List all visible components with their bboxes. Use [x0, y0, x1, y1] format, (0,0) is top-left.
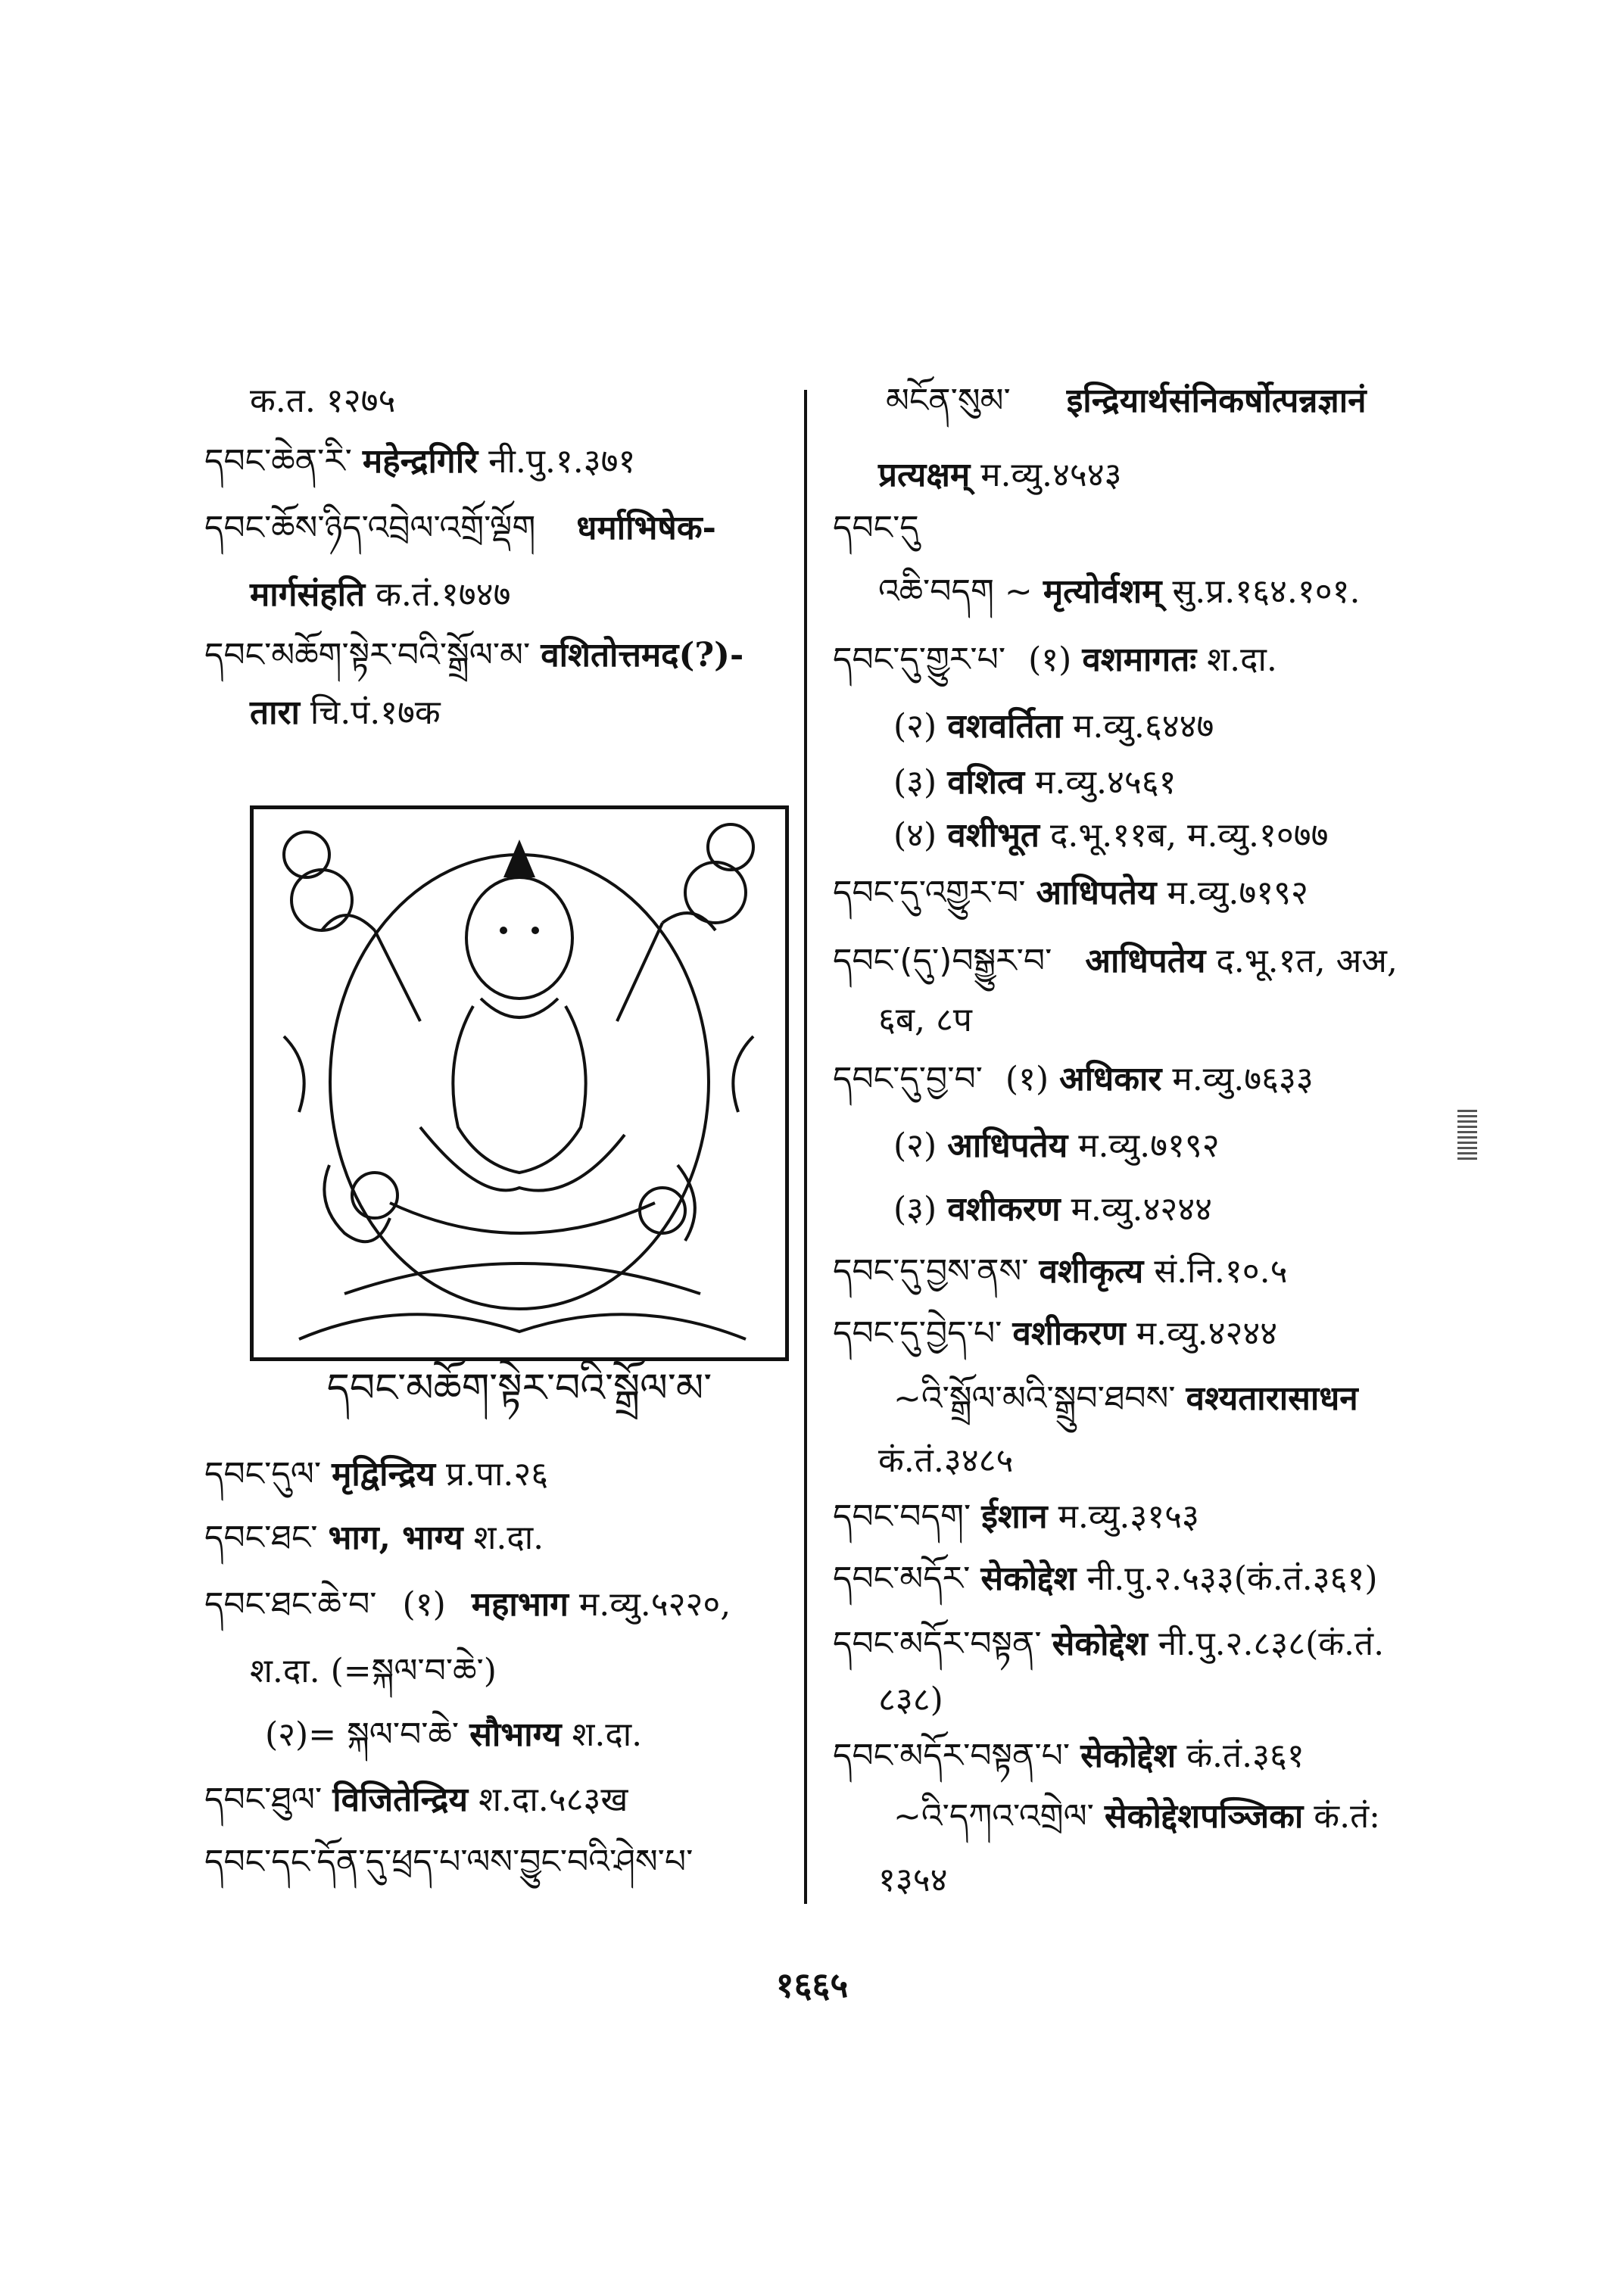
dictionary-entry: དབང་དུ་བྱ་བ་ (१) अधिकार म.व्यु.७६३३	[833, 1060, 1314, 1098]
tara-drawing	[254, 809, 785, 1357]
entry-continuation: མངོན་སུམ་ इन्द्रियार्थसंनिकर्षोत्पन्नज्ञानं	[886, 382, 1367, 420]
illustration-caption: དབང་མཆོག་སྟེར་བའི་སྒྲོལ་མ་	[326, 1366, 712, 1411]
dictionary-entry: དབང་དུ་བྱེད་པ་ वशीकरण म.व्यु.४२४४	[833, 1314, 1278, 1353]
sub-entry: (२) वशवर्तिता म.व्यु.६४४७	[893, 707, 1214, 746]
tibetan-headword: དབང་(དུ་)བསྒྱུར་བ་	[833, 942, 1052, 980]
source-reference: प्र.पा.२६	[445, 1455, 549, 1494]
tibetan-headword: དབང་མདོར་བསྟན་པ་	[833, 1737, 1071, 1775]
dictionary-entry	[204, 633, 743, 678]
tibetan-headword: དབང་དུལ་	[204, 1455, 322, 1494]
entry-continuation: ६ब, ८प	[878, 1001, 972, 1039]
sanskrit-equivalent: वशितोत्तमद(?)-	[541, 636, 744, 675]
entry-continuation: मार्गसंहति क.तं.१७४७	[250, 575, 511, 614]
entry-ref: क.त. १२७५	[250, 382, 396, 420]
sanskrit-equivalent: भाग, भाग्य	[328, 1519, 463, 1557]
dictionary-entry	[204, 1777, 628, 1823]
dictionary-entry: དབང་དུ་འགྱུར་བ་ आधिपतेय म.व्यु.७१९२	[833, 874, 1308, 912]
source-reference: श.दा.	[473, 1519, 544, 1557]
entry-continuation: ८३८)	[878, 1681, 943, 1719]
tibetan-headword: དབང་ཐང་ཆེ་བ་	[204, 1585, 377, 1624]
tibetan-headword: དབང་དུ་བྱས་ནས་	[833, 1252, 1029, 1291]
entry-continuation: १३५४	[878, 1861, 948, 1899]
dictionary-entry: དབང་བདག་ ईशान म.व्यु.३१५३	[833, 1497, 1199, 1536]
scan-mark	[1457, 1110, 1477, 1163]
tibetan-headword: དབང་ཐུལ་	[204, 1781, 323, 1819]
sub-entry: (२) आधिपतेय म.व्यु.७१९२	[893, 1126, 1220, 1165]
tibetan-headword: དབང་དུ་བྱེད་པ་	[833, 1314, 1002, 1353]
sanskrit-equivalent: मृद्विन्द्रिय	[332, 1455, 435, 1494]
source-reference: श.दा.५८३ख	[478, 1781, 628, 1819]
tibetan-headword: དབང་དང་དོན་དུ་ཕྲད་པ་ལས་བྱུང་བའི་ཤེས་པ་	[204, 1843, 694, 1881]
tibetan-headword: དབང་མཆོག་སྟེར་བའི་སྒྲོལ་མ་	[204, 636, 531, 675]
entry-continuation: तारा चि.पं.१७क	[250, 693, 441, 732]
entry-continuation: कं.तं.३४८५	[878, 1441, 1014, 1480]
tibetan-headword: དབང་མདོར་	[833, 1559, 971, 1598]
dictionary-entry	[204, 1516, 544, 1561]
entry-continuation: प्रत्यक्षम् म.व्यु.४५४३	[878, 456, 1122, 494]
dictionary-entry: དབང་མདོར་བསྟན་པ་ सेकोद्देश कं.तं.३६१	[833, 1737, 1304, 1775]
dictionary-entry	[204, 1452, 548, 1497]
tibetan-headword: དབང་དུ་བྱ་བ་	[833, 1060, 983, 1098]
tibetan-headword: དབང་ཐང་	[204, 1519, 318, 1557]
dictionary-entry	[204, 439, 635, 484]
sanskrit-equivalent: धर्माभिषेक-	[576, 509, 716, 547]
sanskrit-equivalent: विजितेन्द्रिय	[332, 1781, 469, 1819]
tara-illustration	[250, 805, 789, 1361]
tibetan-headword: དབང་ཆེན་རི་	[204, 442, 352, 481]
dictionary-entry: དབང་(དུ་)བསྒྱུར་བ་ आधिपतेय द.भू.१त, अअ,	[833, 942, 1398, 980]
dictionary-entry	[204, 1840, 693, 1885]
sub-entry: (४) वशीभूत द.भू.११ब, म.व्यु.१०७७	[893, 816, 1329, 855]
sanskrit-equivalent: महाभाग	[471, 1585, 569, 1624]
dictionary-entry: དབང་མདོར་ सेकोद्देश नी.पु.२.५३३(कं.तं.३६१)	[833, 1559, 1378, 1598]
sub-entry: (३) वशीकरण म.व्यु.४२४४	[893, 1190, 1212, 1229]
dictionary-entry: དབང་དུ་བྱས་ནས་ वशीकृत्य सं.नि.१०.५	[833, 1252, 1288, 1291]
dictionary-entry	[833, 506, 919, 551]
sub-entry: ~འི་སྒྲོལ་མའི་སྒྲུབ་ཐབས་ वश्यतारासाधन	[893, 1379, 1358, 1418]
tibetan-headword: དབང་དུ	[833, 509, 919, 547]
tibetan-headword: དབང་མདོར་བསྟན་	[833, 1625, 1042, 1663]
dictionary-entry	[204, 506, 716, 551]
tibetan-headword: དབང་དུ་འགྱུར་བ་	[833, 874, 1026, 912]
tibetan-headword: དབང་བདག་	[833, 1497, 971, 1536]
dictionary-entry: དབང་དུ་གྱུར་པ་ (१) वशमागतः श.दा.	[833, 640, 1277, 679]
source-reference: नी.पु.१.३७१	[488, 442, 636, 481]
sanskrit-equivalent: महेन्द्रगिरि	[362, 442, 478, 481]
tibetan-headword: དབང་ཆོས་ཉིད་འབྲེལ་འགྲོ་ལྡོག	[204, 509, 536, 547]
dictionary-entry: དབང་ཐང་ཆེ་བ་ (१) महाभाग म.व्यु.५२२०,	[204, 1585, 731, 1624]
sub-entry: (२)= སྐལ་བ་ཆེ་ सौभाग्य श.दा.	[265, 1715, 643, 1754]
sub-entry: ~འི་དཀའ་འགྲེལ་ सेकोद्देशपञ्जिका कं.तं:	[893, 1797, 1380, 1836]
entry-continuation: श.दा. (=སྐལ་བ་ཆེ་)	[250, 1652, 497, 1690]
sub-entry: འཆི་བདག ~ मृत्योर्वशम् सु.प्र.१६४.१०१.	[878, 572, 1361, 611]
sub-entry: (३) वशित्व म.व्यु.४५६१	[893, 763, 1177, 802]
tibetan-headword: དབང་དུ་གྱུར་པ་	[833, 640, 1006, 679]
page-number: १६६५	[775, 1964, 849, 2005]
column-divider	[804, 390, 807, 1904]
dictionary-entry: དབང་མདོར་བསྟན་ सेकोद्देश नी.पु.२.८३८(कं.तं.	[833, 1625, 1385, 1663]
source-reference: म.व्यु.५२२०,	[578, 1585, 731, 1624]
